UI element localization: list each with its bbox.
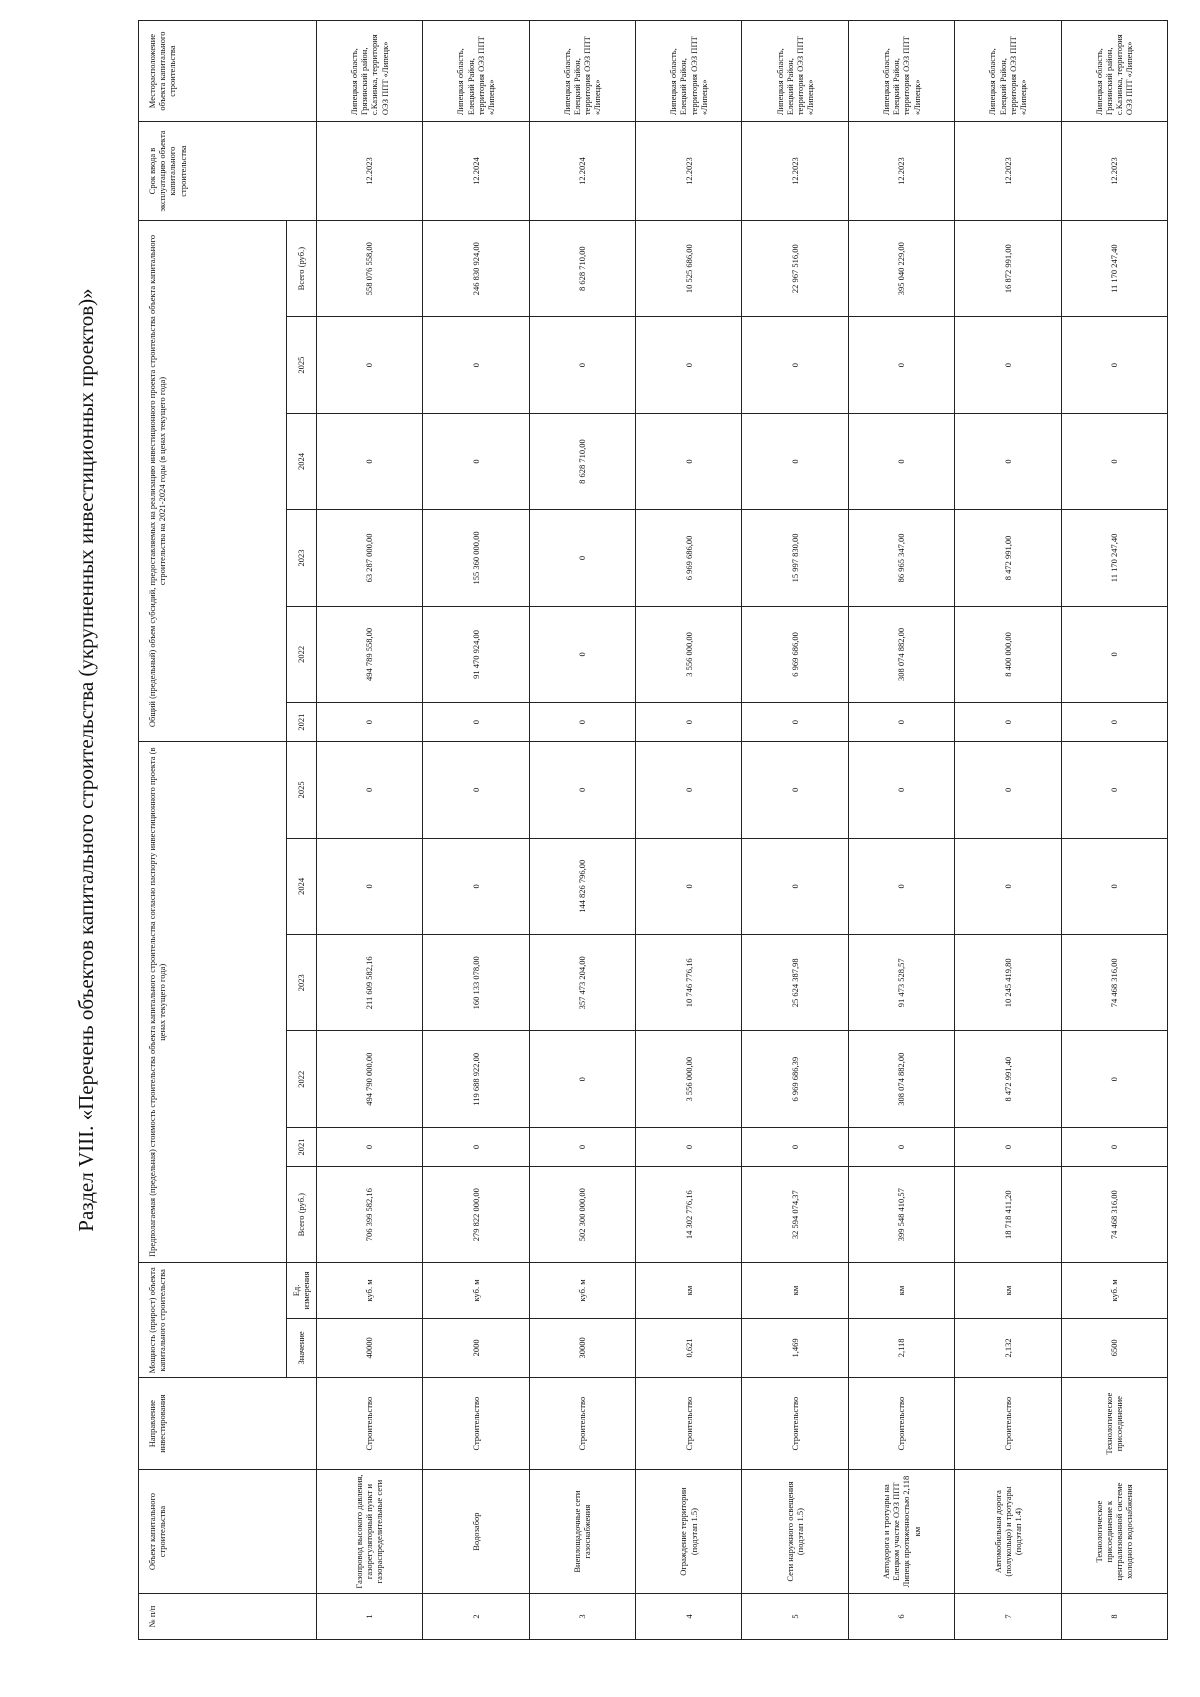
header-deadline: Срок ввода в эксплуатацию объекта капитального строительства [139, 122, 317, 221]
row-cost-total: 18 718 411,20 [955, 1166, 1061, 1262]
row-object: Водозабор [423, 1470, 529, 1594]
row-cost-2023: 10 245 419,80 [955, 935, 1061, 1031]
row-sub-2024: 8 628 710,00 [529, 413, 635, 509]
row-direction: Строительство [316, 1378, 422, 1470]
row-sub-2023: 15 997 830,00 [742, 510, 848, 606]
row-cost-2023: 10 746 776,16 [635, 935, 741, 1031]
row-sub-2022: 0 [1061, 606, 1167, 702]
row-deadline: 12.2023 [742, 122, 848, 221]
row-cost-2022: 0 [1061, 1031, 1167, 1127]
row-num: 4 [635, 1594, 741, 1640]
row-cost-2023: 357 473 204,00 [529, 935, 635, 1031]
row-num: 2 [423, 1594, 529, 1640]
row-direction: Строительство [423, 1378, 529, 1470]
header-object: Объект капитального строительства [139, 1470, 317, 1594]
row-sub-total: 246 830 924,00 [423, 220, 529, 316]
row-num: 6 [848, 1594, 954, 1640]
row-sub-2024: 0 [635, 413, 741, 509]
row-deadline: 12.2023 [848, 122, 954, 221]
row-cost-2025: 0 [955, 742, 1061, 838]
row-cost-2021: 0 [529, 1127, 635, 1166]
row-cost-2023: 74 468 316,00 [1061, 935, 1167, 1031]
row-object: Ограждение территории (подэтап 1.5) [635, 1470, 741, 1594]
row-cost-total: 74 468 316,00 [1061, 1166, 1167, 1262]
row-location: Липецкая область, Елецкий Район, территория ОЭЗ ППТ «Липецк» [742, 21, 848, 122]
row-location: Липецкая область, Елецкий Район, территория ОЭЗ ППТ «Липецк» [848, 21, 954, 122]
row-cost-2025: 0 [423, 742, 529, 838]
row-cost-2025: 0 [1061, 742, 1167, 838]
header-cost-2025: 2025 [286, 742, 316, 838]
header-sub-2024: 2024 [286, 413, 316, 509]
row-cost-2022: 494 790 000,00 [316, 1031, 422, 1127]
row-cost-total: 502 300 000,00 [529, 1166, 635, 1262]
row-location: Липецкая область, Грязинский район, с.Казинка, территория ОЭЗ ППТ «Липецк» [316, 21, 422, 122]
row-location: Липецкая область, Грязинский район, с.Казинка, территория ОЭЗ ППТ «Липецк» [1061, 21, 1167, 122]
row-cost-2023: 25 624 387,98 [742, 935, 848, 1031]
row-capacity-unit: км [742, 1263, 848, 1318]
row-deadline: 12.2023 [635, 122, 741, 221]
header-sub-2021: 2021 [286, 703, 316, 742]
row-cost-2024: 0 [742, 838, 848, 934]
row-sub-2021: 0 [1061, 703, 1167, 742]
row-deadline: 12.2024 [423, 122, 529, 221]
row-cost-total: 14 302 776,16 [635, 1166, 741, 1262]
row-sub-2024: 0 [742, 413, 848, 509]
row-sub-2025: 0 [529, 317, 635, 413]
row-cost-2021: 0 [635, 1127, 741, 1166]
row-sub-total: 16 872 991,00 [955, 220, 1061, 316]
row-location: Липецкая область, Елецкий Район, территория ОЭЗ ППТ «Липецк» [529, 21, 635, 122]
row-location: Липецкая область, Елецкий Район, территория ОЭЗ ППТ «Липецк» [955, 21, 1061, 122]
header-direction: Направление инвестирования [139, 1378, 317, 1470]
row-sub-2022: 494 789 558,00 [316, 606, 422, 702]
row-capacity-value: 2,132 [955, 1318, 1061, 1378]
header-cost-2023: 2023 [286, 935, 316, 1031]
row-capacity-unit: куб. м [423, 1263, 529, 1318]
row-sub-2021: 0 [316, 703, 422, 742]
row-cost-2021: 0 [742, 1127, 848, 1166]
row-location: Липецкая область, Елецкий Район, территория ОЭЗ ППТ «Липецк» [423, 21, 529, 122]
row-sub-2024: 0 [316, 413, 422, 509]
header-sub-2023: 2023 [286, 510, 316, 606]
row-sub-2025: 0 [848, 317, 954, 413]
row-sub-2021: 0 [955, 703, 1061, 742]
header-subsidy: Общий (предельный) объем субсидий, предоставляемых на реализацию инвестиционного проекта строительства объекта капитального строительства на 2021-2024 годы (в ценах текущего года) [139, 220, 287, 741]
row-sub-2024: 0 [423, 413, 529, 509]
row-sub-2023: 0 [529, 510, 635, 606]
table-row [955, 21, 1061, 1640]
header-capacity-unit: Ед. измерения [286, 1263, 316, 1318]
row-sub-2023: 86 965 347,00 [848, 510, 954, 606]
row-direction: Строительство [742, 1378, 848, 1470]
row-capacity-value: 1,469 [742, 1318, 848, 1378]
row-num: 5 [742, 1594, 848, 1640]
row-capacity-value: 2000 [423, 1318, 529, 1378]
row-sub-2022: 0 [529, 606, 635, 702]
row-cost-2022: 0 [529, 1031, 635, 1127]
row-capacity-value: 30000 [529, 1318, 635, 1378]
row-cost-2025: 0 [848, 742, 954, 838]
row-sub-2024: 0 [955, 413, 1061, 509]
row-sub-2021: 0 [742, 703, 848, 742]
header-sub-2025: 2025 [286, 317, 316, 413]
row-object: Автодорога и тротуары на Елецком участке ОЭЗ ППТ Липецк протяженностью 2,118 км [848, 1470, 954, 1594]
row-deadline: 12.2023 [1061, 122, 1167, 221]
row-capacity-unit: км [848, 1263, 954, 1318]
row-location: Липецкая область, Елецкий Район, территория ОЭЗ ППТ «Липецк» [635, 21, 741, 122]
row-sub-2025: 0 [1061, 317, 1167, 413]
row-num: 8 [1061, 1594, 1167, 1640]
row-sub-2022: 91 470 924,00 [423, 606, 529, 702]
header-capacity-value: Значение [286, 1318, 316, 1378]
row-sub-2023: 8 472 991,00 [955, 510, 1061, 606]
row-cost-2022: 119 688 922,00 [423, 1031, 529, 1127]
row-cost-total: 279 822 000,00 [423, 1166, 529, 1262]
row-object: Сети наружного освещения (подэтап 1.5) [742, 1470, 848, 1594]
row-sub-2024: 0 [1061, 413, 1167, 509]
row-sub-2025: 0 [955, 317, 1061, 413]
row-cost-2021: 0 [848, 1127, 954, 1166]
row-capacity-value: 0,621 [635, 1318, 741, 1378]
row-sub-total: 11 170 247,40 [1061, 220, 1167, 316]
row-deadline: 12.2024 [529, 122, 635, 221]
row-cost-2023: 91 473 528,57 [848, 935, 954, 1031]
row-cost-2022: 6 969 686,39 [742, 1031, 848, 1127]
row-sub-total: 10 525 686,00 [635, 220, 741, 316]
row-capacity-value: 2,118 [848, 1318, 954, 1378]
row-cost-2025: 0 [635, 742, 741, 838]
row-direction: Строительство [635, 1378, 741, 1470]
capital-construction-table [138, 20, 1168, 1640]
row-cost-2025: 0 [529, 742, 635, 838]
row-cost-2025: 0 [742, 742, 848, 838]
row-cost-2023: 211 609 582,16 [316, 935, 422, 1031]
row-sub-total: 8 628 710,00 [529, 220, 635, 316]
row-object: Внеплощадочные сети газоснабжения [529, 1470, 635, 1594]
table-row [848, 21, 954, 1640]
row-sub-2021: 0 [423, 703, 529, 742]
row-capacity-unit: км [955, 1263, 1061, 1318]
table-row [529, 21, 635, 1640]
row-num: 7 [955, 1594, 1061, 1640]
row-cost-2024: 0 [1061, 838, 1167, 934]
row-sub-2025: 0 [423, 317, 529, 413]
row-cost-2022: 3 556 000,00 [635, 1031, 741, 1127]
row-cost-2022: 8 472 991,40 [955, 1031, 1061, 1127]
table-row [742, 21, 848, 1640]
row-sub-2024: 0 [848, 413, 954, 509]
header-cost-2024: 2024 [286, 838, 316, 934]
row-sub-total: 22 967 516,00 [742, 220, 848, 316]
row-cost-2024: 0 [955, 838, 1061, 934]
page-title: Раздел VIII. «Перечень объектов капитального строительства (укрупненных инвестиционных проектов)» [74, 288, 98, 1232]
row-sub-2022: 6 969 686,00 [742, 606, 848, 702]
row-sub-2025: 0 [316, 317, 422, 413]
row-capacity-unit: куб. м [316, 1263, 422, 1318]
row-cost-2024: 0 [635, 838, 741, 934]
row-cost-2024: 0 [316, 838, 422, 934]
row-sub-2025: 0 [635, 317, 741, 413]
header-capacity: Мощность (прирост) объекта капитального строительства [139, 1263, 287, 1378]
row-deadline: 12.2023 [955, 122, 1061, 221]
row-object: Газопровод высокого давления, газорегуляторный пункт и газораспределительные сети [316, 1470, 422, 1594]
table-row [635, 21, 741, 1640]
header-cost-2022: 2022 [286, 1031, 316, 1127]
row-sub-2023: 11 170 247,40 [1061, 510, 1167, 606]
row-capacity-value: 40000 [316, 1318, 422, 1378]
row-sub-2021: 0 [529, 703, 635, 742]
header-num: № п/п [139, 1594, 317, 1640]
row-capacity-unit: км [635, 1263, 741, 1318]
row-sub-2023: 63 287 000,00 [316, 510, 422, 606]
row-sub-total: 395 040 229,00 [848, 220, 954, 316]
header-location: Месторасположение объекта капитального строительства [139, 21, 317, 122]
header-sub-total: Всего (руб.) [286, 220, 316, 316]
row-cost-2024: 0 [848, 838, 954, 934]
row-sub-2022: 8 400 000,00 [955, 606, 1061, 702]
row-object: Технологическое присоединение к централизованной системе холодного водоснабжения [1061, 1470, 1167, 1594]
row-sub-2021: 0 [635, 703, 741, 742]
row-cost-2024: 0 [423, 838, 529, 934]
row-cost-total: 706 399 582,16 [316, 1166, 422, 1262]
row-sub-2022: 308 074 882,00 [848, 606, 954, 702]
row-sub-2025: 0 [742, 317, 848, 413]
row-cost-2021: 0 [1061, 1127, 1167, 1166]
row-cost-2022: 308 074 882,00 [848, 1031, 954, 1127]
row-sub-2023: 155 360 000,00 [423, 510, 529, 606]
header-sub-2022: 2022 [286, 606, 316, 702]
row-capacity-unit: куб. м [529, 1263, 635, 1318]
row-cost-total: 399 548 410,57 [848, 1166, 954, 1262]
row-cost-total: 32 594 074,37 [742, 1166, 848, 1262]
row-deadline: 12.2023 [316, 122, 422, 221]
row-direction: Строительство [529, 1378, 635, 1470]
row-cost-2021: 0 [955, 1127, 1061, 1166]
header-cost-2021: 2021 [286, 1127, 316, 1166]
row-capacity-value: 6500 [1061, 1318, 1167, 1378]
header-cost: Предполагаемая (предельная) стоимость строительства объекта капитального строительства согласно паспорту инвестиционного проекта (в ценах текущего года) [139, 742, 287, 1263]
row-cost-2021: 0 [423, 1127, 529, 1166]
row-cost-2021: 0 [316, 1127, 422, 1166]
row-sub-2022: 3 556 000,00 [635, 606, 741, 702]
row-cost-2025: 0 [316, 742, 422, 838]
table-row [423, 21, 529, 1640]
table-row [1061, 21, 1167, 1640]
row-direction: Технологическое присоединение [1061, 1378, 1167, 1470]
row-num: 3 [529, 1594, 635, 1640]
row-cost-2023: 160 133 078,00 [423, 935, 529, 1031]
row-sub-2023: 6 969 686,00 [635, 510, 741, 606]
row-cost-2024: 144 826 796,00 [529, 838, 635, 934]
table-row [316, 21, 422, 1640]
row-sub-2021: 0 [848, 703, 954, 742]
row-direction: Строительство [955, 1378, 1061, 1470]
row-object: Автомобильная дорога (полукольцо) и тротуары (подэтап 1.4) [955, 1470, 1061, 1594]
row-sub-total: 558 076 558,00 [316, 220, 422, 316]
row-num: 1 [316, 1594, 422, 1640]
row-capacity-unit: куб. м [1061, 1263, 1167, 1318]
header-cost-total: Всего (руб.) [286, 1166, 316, 1262]
row-direction: Строительство [848, 1378, 954, 1470]
